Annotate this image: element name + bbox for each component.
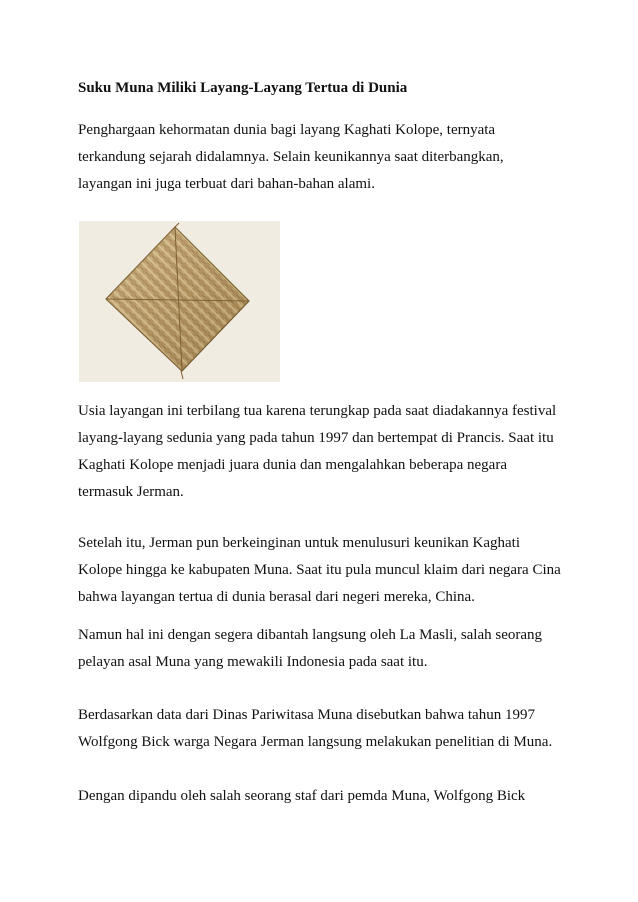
paragraph-line: Dengan dipandu oleh salah seorang staf dari pemda Muna, Wolfgong Bick [78, 788, 526, 804]
paragraph-line: layangan ini juga terbuat dari bahan-bahan alami. [78, 176, 375, 192]
paragraph-line: Berdasarkan data dari Dinas Pariwitasa Muna disebutkan bahwa tahun 1997 [78, 707, 535, 723]
paragraph-line: Namun hal ini dengan segera dibantah langsung oleh La Masli, salah seorang [78, 627, 543, 643]
paragraph-line: Kaghati Kolope menjadi juara dunia dan mengalahkan beberapa negara [78, 457, 507, 473]
paragraph-1 [78, 117, 578, 198]
paragraph-4 [78, 622, 578, 676]
paragraph-6 [78, 783, 578, 810]
kaghati-kolope-kite-image [79, 221, 280, 382]
paragraph-5 [78, 702, 578, 756]
paragraph-line: Kolope hingga ke kabupaten Muna. Saat itu pula muncul klaim dari negara Cina [78, 562, 561, 578]
article-title: Suku Muna Miliki Layang-Layang Tertua di Dunia [78, 80, 408, 96]
kite-photo [79, 221, 280, 382]
paragraph-line: terkandung sejarah didalamnya. Selain keunikannya saat diterbangkan, [78, 149, 504, 165]
paragraph-line: Wolfgong Bick warga Negara Jerman langsung melakukan penelitian di Muna. [78, 734, 553, 750]
paragraph-line: layang-layang sedunia yang pada tahun 1997 dan bertempat di Prancis. Saat itu [78, 430, 554, 446]
paragraph-line: bahwa layangan tertua di dunia berasal dari negeri mereka, China. [78, 589, 475, 605]
paragraph-line: Setelah itu, Jerman pun berkeinginan untuk menulusuri keunikan Kaghati [78, 535, 520, 551]
paragraph-line: Usia layangan ini terbilang tua karena terungkap pada saat diadakannya festival [78, 403, 557, 419]
paragraph-3 [78, 530, 578, 611]
paragraph-line: Penghargaan kehormatan dunia bagi layang Kaghati Kolope, ternyata [78, 122, 496, 138]
paragraph-2 [78, 398, 578, 506]
paragraph-line: pelayan asal Muna yang mewakili Indonesia pada saat itu. [78, 654, 428, 670]
paragraph-line: termasuk Jerman. [78, 484, 184, 500]
